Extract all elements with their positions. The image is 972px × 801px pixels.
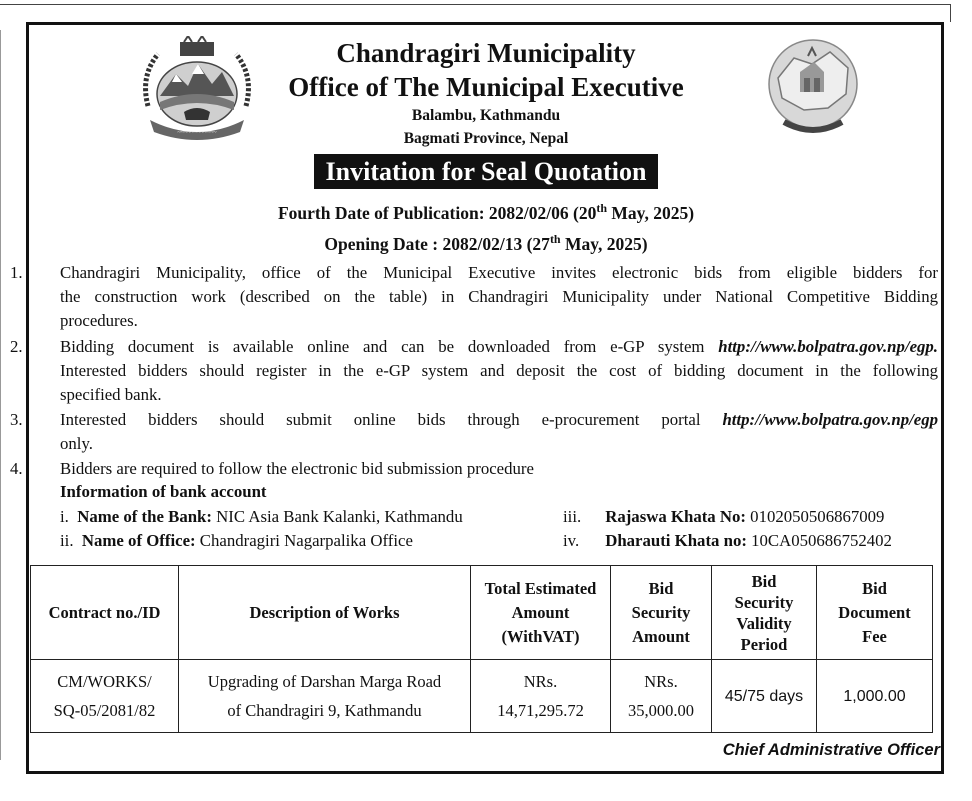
header-security-l2: Security [631, 602, 691, 622]
clause-4-line-1: Bidders are required to follow the electronic bid submission procedure [60, 459, 534, 478]
office-name-label: Name of Office: [81, 531, 196, 550]
opening-date [0, 232, 972, 255]
header-amount [471, 566, 611, 660]
notice-title: Invitation for Seal Quotation [314, 154, 659, 189]
office-name-value: Chandragiri Nagarpalika Office [195, 531, 413, 550]
address-line-1: Balambu, Kathmandu [411, 107, 561, 124]
header-security [611, 566, 712, 660]
header-amount-l1: Total Estimated [484, 578, 597, 598]
header-validity [712, 566, 817, 660]
clause-number: 4. [10, 459, 23, 478]
publication-date-prefix: Fourth Date of Publication: 2082/02/06 (20 [277, 202, 597, 223]
clause-3-text: Interested bidders should submit online bids through e-procurement portal [60, 410, 723, 429]
office-name-row [60, 531, 413, 551]
publication-date-sup: th [596, 201, 608, 215]
header-security-l3: Amount [632, 626, 690, 646]
cell-description-l1: Upgrading of Darshan Marga Road [207, 672, 442, 691]
cell-validity-text: 45/75 days [724, 687, 804, 705]
header-fee-l1: Bid [862, 578, 887, 598]
bank-name-value: NIC Asia Bank Kalanki, Kathmandu [211, 507, 463, 526]
clause-2-line-1 [60, 335, 938, 359]
cell-fee [817, 660, 933, 733]
opening-date-suffix: May, 2025) [560, 233, 648, 254]
bank-item-number: i. [60, 507, 69, 526]
svg-text:~~~~~~~~~~~~: ~~~~~~~~~~~~ [177, 130, 217, 136]
table-header-row [31, 566, 933, 660]
header-validity-l2: Security [734, 592, 794, 612]
opening-date-prefix: Opening Date : 2082/02/13 (27 [324, 233, 550, 254]
header-amount-l3: (WithVAT) [501, 626, 580, 646]
cell-security-l2: 35,000.00 [628, 701, 694, 720]
cell-description-l2: of Chandragiri 9, Kathmandu [227, 701, 422, 720]
bank-item-number: iv. [563, 531, 580, 550]
right-border-tick [950, 4, 951, 22]
bank-name-label: Name of the Bank: [77, 507, 212, 526]
cell-amount-l1: NRs. [523, 672, 558, 691]
clause-1-line-3: procedures. [60, 311, 138, 330]
cell-contract-l2: SQ-05/2081/82 [53, 701, 156, 720]
clause-1-line-1: Chandragiri Municipality, office of the Municipal Executive invites electronic bids from eligible bidders for [60, 263, 938, 282]
top-border-line [0, 4, 951, 5]
header-contract-text: Contract no./ID [48, 602, 161, 622]
bank-name-row [60, 507, 463, 527]
bank-item-number: ii. [60, 531, 74, 550]
clause-2-line-3: specified bank. [60, 385, 162, 404]
cell-description [179, 660, 471, 733]
municipality-name: Chandragiri Municipality [336, 38, 636, 68]
header-amount-l2: Amount [511, 602, 570, 622]
header-fee [817, 566, 933, 660]
cell-amount [471, 660, 611, 733]
bank-item-number: iii. [563, 507, 582, 526]
header-fee-l2: Document [838, 602, 911, 622]
header-security-l1: Bid [648, 578, 674, 598]
publication-date-suffix: May, 2025) [607, 202, 695, 223]
header-validity-l1: Bid [751, 571, 777, 591]
clause-number: 3. [10, 410, 23, 429]
rajaswa-khata-label: Rajaswa Khata No: [605, 507, 746, 526]
cell-contract-l1: CM/WORKS/ [57, 672, 152, 691]
office-name: Office of The Municipal Executive [288, 72, 684, 102]
cell-validity [712, 660, 817, 733]
clause-3-line-1 [60, 408, 938, 432]
bank-info-title: Information of bank account [60, 482, 267, 501]
signature-title: Chief Administrative Officer [722, 741, 940, 759]
header-contract [31, 566, 179, 660]
cell-contract [31, 660, 179, 733]
header-description [179, 566, 471, 660]
clause-3-line-2: only. [60, 434, 93, 453]
clause-1-line-2: the construction work (described on the table) in Chandragiri Municipality under National Competitive Bidding [60, 287, 938, 306]
e-procurement-link[interactable]: http://www.bolpatra.gov.np/egp [722, 410, 938, 429]
dharauti-khata-value: 10CA050686752402 [746, 531, 892, 550]
clause-2-line-2: Interested bidders should register in the e-GP system and deposit the cost of bidding document in the following [60, 361, 938, 380]
table-row [31, 660, 933, 733]
cell-amount-l2: 14,71,295.72 [497, 701, 584, 720]
cell-fee-text: 1,000.00 [843, 687, 906, 705]
clause-number: 2. [10, 337, 23, 356]
header-description-text: Description of Works [249, 602, 400, 622]
address-line-2: Bagmati Province, Nepal [403, 130, 569, 147]
cell-security-l1: NRs. [644, 672, 678, 691]
clause-2-text: Bidding document is available online and can be downloaded from e-GP system [60, 337, 719, 356]
works-table [30, 565, 933, 733]
egp-link[interactable]: http://www.bolpatra.gov.np/egp. [718, 337, 938, 356]
header-validity-l4: Period [740, 634, 788, 654]
cell-security [611, 660, 712, 733]
dharauti-khata-row [563, 531, 892, 551]
publication-date [0, 201, 972, 224]
rajaswa-khata-row [563, 507, 884, 527]
header-fee-l3: Fee [862, 626, 887, 646]
clause-number: 1. [10, 263, 23, 282]
notice-title-wrap [0, 154, 972, 189]
header-validity-l3: Validity [736, 613, 792, 633]
rajaswa-khata-value: 0102050506867009 [745, 507, 885, 526]
opening-date-sup: th [549, 232, 561, 246]
dharauti-khata-label: Dharauti Khata no: [605, 531, 747, 550]
